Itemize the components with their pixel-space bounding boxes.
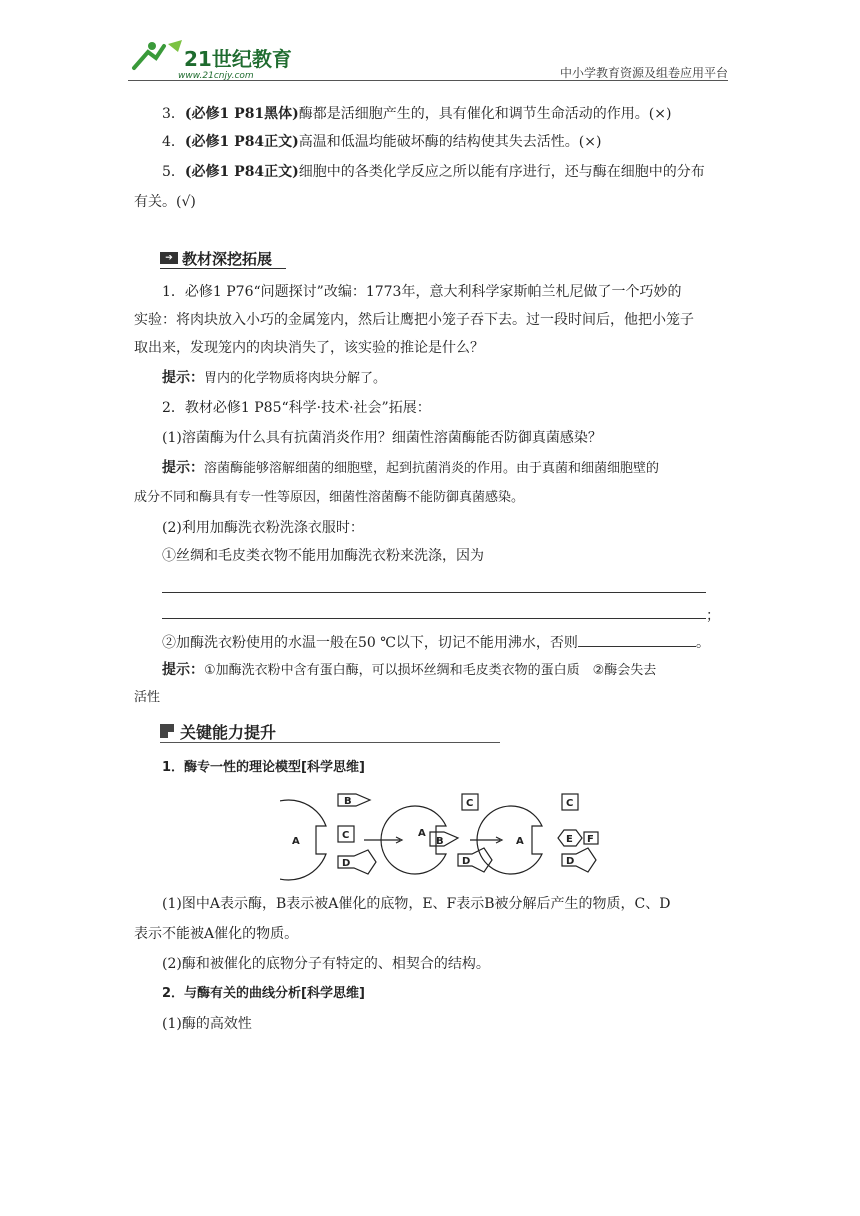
page-header xyxy=(128,34,728,82)
svg-text:D: D xyxy=(566,856,575,867)
svg-text:A: A xyxy=(418,828,426,839)
p1-line1: (1)图中A表示酶，B表示被A催化的底物，E、F表示B被分解后产生的物质，C、D xyxy=(162,896,671,912)
q2-1: (1)溶菌酶为什么具有抗菌消炎作用？细菌性溶菌酶能否防御真菌感染？ xyxy=(162,430,602,446)
header-platform-text: 中小学教育资源及组卷应用平台 xyxy=(559,66,728,80)
svg-text:B: B xyxy=(344,796,352,807)
section-underline xyxy=(160,268,286,269)
svg-text:D: D xyxy=(342,858,351,869)
q2-2: (2)利用加酶洗衣粉洗涤衣服时： xyxy=(162,520,364,536)
svg-text:C: C xyxy=(566,798,574,809)
q1-line2: 实验：将肉块放入小巧的金属笼内，然后让鹰把小笼子吞下去。过一段时间后，他把小笼子 xyxy=(134,312,694,328)
item-4: 4．(必修1 P84正文)高温和低温均能破坏酶的结构使其失去活性。(×) xyxy=(162,134,602,150)
hint3-line1: 提示：①加酶洗衣粉中含有蛋白酶，可以损坏丝绸和毛皮类衣物的蛋白质 ②酶会失去 xyxy=(162,662,657,678)
s1-title: 1．酶专一性的理论模型[科学思维] xyxy=(162,760,365,775)
q1-line3: 取出来，发现笼内的肉块消失了，该实验的推论是什么？ xyxy=(134,340,484,356)
s2-title: 2．与酶有关的曲线分析[科学思维] xyxy=(162,986,365,1001)
svg-text:F: F xyxy=(587,834,594,845)
hint1: 提示：胃内的化学物质将肉块分解了。 xyxy=(162,370,387,386)
item-5-cont: 有关。(√) xyxy=(134,194,196,210)
header-divider xyxy=(128,80,728,81)
hint2-line1: 提示：溶菌酶能够溶解细菌的细胞壁，起到抗菌消炎的作用。由于真菌和细菌细胞壁的 xyxy=(162,460,660,476)
item-5: 5．(必修1 P84正文)细胞中的各类化学反应之所以能有序进行，还与酶在细胞中的分布 xyxy=(162,164,705,180)
q2: 2．教材必修1 P85“科学·技术·社会”拓展： xyxy=(162,400,431,416)
substrate-b-1 xyxy=(338,794,370,806)
svg-text:21世纪教育: 21世纪教育 xyxy=(184,47,292,71)
section2-underline xyxy=(160,742,500,743)
enzyme-a-shape-1 xyxy=(280,800,326,880)
q2-2b: ②加酶洗衣粉使用的水温一般在50 ℃以下，切记不能用沸水，否则 。 xyxy=(162,632,710,653)
enzyme-specificity-diagram xyxy=(280,790,620,890)
logo xyxy=(128,38,298,80)
svg-text:A: A xyxy=(292,836,300,847)
section-textbook-heading: ➔ 教材深挖拓展 xyxy=(160,248,272,268)
svg-text:D: D xyxy=(462,856,471,867)
semicolon: ； xyxy=(706,608,720,624)
hint3-line2: 活性 xyxy=(134,690,161,705)
svg-text:B: B xyxy=(436,836,444,847)
q2-2a: ①丝绸和毛皮类衣物不能用加酶洗衣粉来洗涤，因为 xyxy=(162,548,484,564)
p2: (2)酶和被催化的底物分子有特定的、相契合的结构。 xyxy=(162,956,490,972)
answer-blank-1[interactable] xyxy=(162,592,706,593)
answer-blank-2[interactable] xyxy=(162,618,706,619)
s2-1: (1)酶的高效性 xyxy=(162,1016,252,1032)
section-ability-heading: 关键能力提升 xyxy=(160,720,276,742)
enzyme-substrate-complex xyxy=(430,832,458,846)
item-3: 3．(必修1 P81黑体)酶都是活细胞产生的，具有催化和调节生命活动的作用。(×) xyxy=(162,106,672,122)
svg-text:C: C xyxy=(342,830,350,841)
svg-text:E: E xyxy=(566,834,573,845)
svg-text:A: A xyxy=(516,836,524,847)
hint2-line2: 成分不同和酶具有专一性等原因，细菌性溶菌酶不能防御真菌感染。 xyxy=(134,490,525,505)
svg-text:www.21cnjy.com: www.21cnjy.com xyxy=(178,71,254,80)
svg-text:C: C xyxy=(466,798,474,809)
arrow-right-icon: ➔ xyxy=(160,252,178,264)
q1-line1: 1．必修1 P76“问题探讨”改编：1773年，意大利科学家斯帕兰札尼做了一个巧妙的 xyxy=(162,284,682,300)
p1-line2: 表示不能被A催化的物质。 xyxy=(134,926,299,942)
answer-blank-3[interactable] xyxy=(578,632,696,647)
square-icon xyxy=(160,724,174,738)
